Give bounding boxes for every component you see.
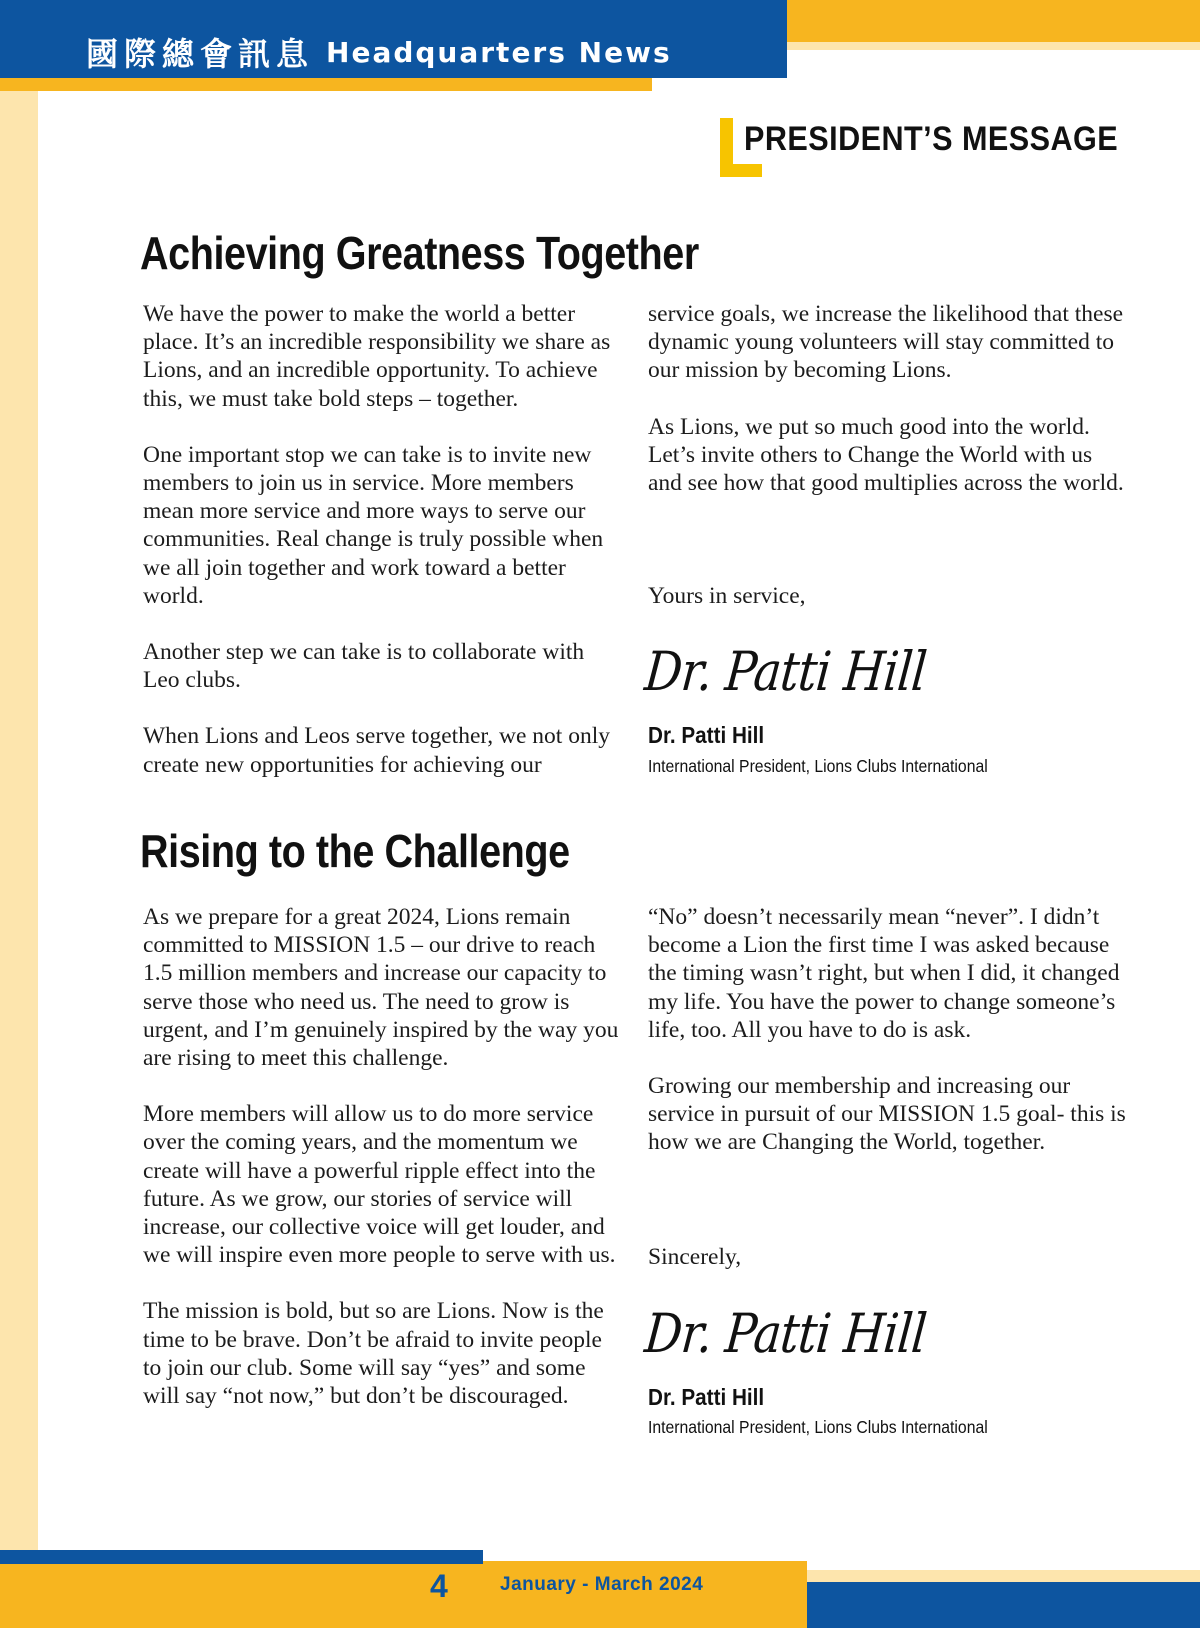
article1-closing: Yours in service, <box>648 583 806 609</box>
article1-right-column <box>648 300 1128 525</box>
section-tag-mark-foot <box>720 164 762 177</box>
footer-bar-lip <box>483 1561 807 1564</box>
page-number: 4 <box>430 1568 448 1604</box>
header-cream-stripe <box>787 42 1200 50</box>
header-accent-stripe <box>0 78 652 91</box>
article1-signer-name: Dr. Patti Hill <box>648 722 765 748</box>
header-title-english: Headquarters News <box>326 35 672 69</box>
article1-paragraph: Another step we can take is to collaborate with Leo clubs. <box>143 639 585 694</box>
article2-paragraph: The mission is bold, but so are Lions. Now is the time to be brave. Don’t be afraid to invite people to join our club. Some will say “yes” and some will say “not now,” but don’t be discouraged. <box>143 1298 604 1410</box>
header-title-chinese: 國際總會訊息 <box>86 35 315 73</box>
article2-paragraph: Growing our membership and increasing our service in pursuit of our MISSION 1.5 goal- this is how we are Changing the World, together. <box>648 1073 1126 1156</box>
article1-paragraph: One important stop we can take is to invite new members to join us in service. More members mean more service and more ways to serve our communities. Real change is truly possible when we all join together and work toward a better world. <box>143 441 604 609</box>
article2-closing: Sincerely, <box>648 1244 742 1270</box>
article2-headline: Rising to the Challenge <box>140 825 570 877</box>
footer-blue-block <box>807 1582 1200 1628</box>
article1-signature: Dr. Patti Hill <box>642 640 929 703</box>
article2-left-column <box>143 903 623 1438</box>
article2-signature: Dr. Patti Hill <box>642 1302 929 1365</box>
article1-left-column <box>143 300 623 807</box>
article1-paragraph: We have the power to make the world a better place. It’s an incredible responsibility we share as Lions, and an incredible opportunity. To achieve this, we must take bold steps – together. <box>143 301 611 412</box>
article1-paragraph: As Lions, we put so much good into the world. Let’s invite others to Change the World with us and see how that good multiplies across the world. <box>648 413 1124 497</box>
footer-blue-stripe <box>0 1550 483 1564</box>
header-accent-block <box>787 0 1200 42</box>
article1-headline: Achieving Greatness Together <box>140 227 699 279</box>
left-margin-strip <box>0 91 38 1551</box>
article1-signer-title: International President, Lions Clubs International <box>648 756 988 776</box>
article2-signer-title: International President, Lions Clubs International <box>648 1417 988 1437</box>
article2-paragraph: More members will allow us to do more service over the coming years, and the momentum we create will have a powerful ripple effect into the future. As we grow, our stories of service will increase, our collective voice will get louder, and we will inspire even more people to serve with us. <box>143 1101 616 1269</box>
article2-signer-name: Dr. Patti Hill <box>648 1384 765 1410</box>
article2-paragraph: As we prepare for a great 2024, Lions remain committed to MISSION 1.5 – our drive to reach 1.5 million members and increase our capacity to serve those who need us. The need to grow is urgent, and I’m genuinely inspired by the way you are rising to meet this challenge. <box>143 904 619 1072</box>
article1-paragraph: When Lions and Leos serve together, we not only create new opportunities for achieving our <box>143 723 610 778</box>
section-tag: PRESIDENT’S MESSAGE <box>744 120 1119 158</box>
article1-paragraph: service goals, we increase the likelihood that these dynamic young volunteers will stay committed to our mission by becoming Lions. <box>648 301 1124 384</box>
footer-cream-stripe <box>807 1570 1200 1582</box>
header-title <box>86 30 672 74</box>
issue-date: January - March 2024 <box>500 1574 704 1595</box>
article2-right-column <box>648 903 1128 1185</box>
article2-paragraph: “No” doesn’t necessarily mean “never”. I didn’t become a Lion the first time I was asked because the timing wasn’t right, but when I did, it changed my life. You have the power to change someone’s life, too. All you have to do is ask. <box>648 904 1120 1043</box>
